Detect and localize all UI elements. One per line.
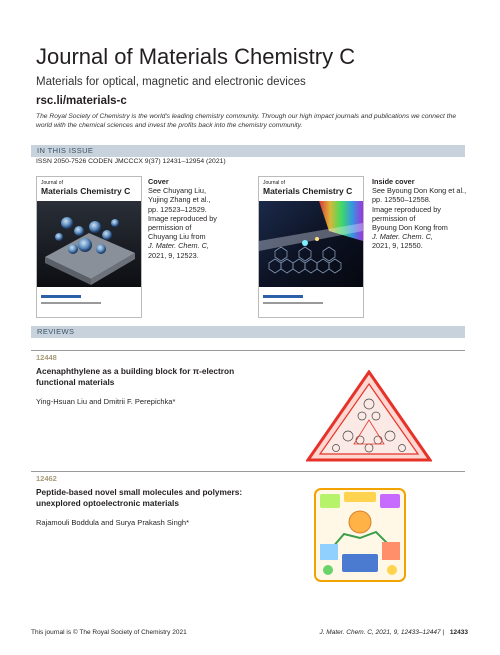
article-divider [31, 350, 465, 351]
reviews-bar [31, 326, 465, 338]
footer-page-number: 12433 [449, 629, 468, 636]
cover-artwork [37, 201, 141, 287]
cover-line: permission of [148, 223, 192, 233]
rsc-blurb: The Royal Society of Chemistry is the world's leading chemistry community. Through our high impact journals and publications we connect the world with the chemical sciences and invest the profits back into the chemistry community. [36, 113, 457, 129]
issn-line: ISSN 2050-7526 CODEN JMCCCX 9(37) 12431–12954 (2021) [36, 158, 226, 165]
inside-cover-thumb-journal-small: Journal of [263, 180, 285, 186]
cover-publisher-logo [41, 295, 81, 298]
cover-caption [148, 177, 248, 260]
inside-cover-artwork [259, 201, 363, 287]
article-title-line: unexplored optoelectronic materials [36, 497, 179, 508]
article-title[interactable] [36, 487, 296, 508]
article-title-line: functional materials [36, 376, 115, 387]
footer-citation-text: J. Mater. Chem. C, 2021, 9, 12433–12447 [319, 629, 441, 636]
inside-cover-line: permission of [372, 213, 416, 223]
cover-line: pp. 12523–12529. [148, 204, 207, 214]
cover-footer-line [41, 302, 101, 304]
inside-cover-publisher-logo [263, 295, 303, 298]
inside-cover-line: Image reproduced by [372, 204, 441, 214]
inside-cover-line: 2021, 9, 12550. [372, 241, 423, 251]
inside-cover-thumb-journal-big: Materials Chemistry C [263, 185, 353, 196]
cover-line: J. Mater. Chem. C, [148, 241, 209, 251]
article-page-number: 12462 [36, 474, 57, 483]
footer-copyright: This journal is © The Royal Society of Chemistry 2021 [31, 629, 187, 636]
journal-title: Journal of Materials Chemistry C [36, 44, 356, 69]
inside-cover-line: J. Mater. Chem. C, [372, 232, 433, 242]
cover-line: 2021, 9, 12523. [148, 250, 199, 260]
in-this-issue-label: IN THIS ISSUE [37, 146, 94, 155]
article-page-number: 12448 [36, 353, 57, 362]
cover-thumb-journal-small: Journal of [41, 180, 63, 186]
inside-cover-label: Inside cover [372, 177, 415, 186]
article-graphic-triangle[interactable] [306, 370, 432, 462]
inside-cover-caption [372, 177, 477, 251]
cover-thumb-journal-big: Materials Chemistry C [41, 185, 131, 196]
inside-cover-thumb-header [263, 181, 352, 196]
reviews-label: REVIEWS [37, 327, 75, 336]
article-authors: Ying-Hsuan Liu and Dmitrii F. Perepichka* [36, 397, 176, 406]
journal-subtitle: Materials for optical, magnetic and electronic devices [36, 76, 306, 88]
cover-line: Chuyang Liu from [148, 232, 206, 242]
inside-cover-footer-line [263, 302, 323, 304]
article-graphic-peptide[interactable] [314, 488, 406, 582]
article-authors: Rajamouli Boddula and Surya Prakash Singh* [36, 518, 190, 527]
inside-cover-line: See Byoung Don Kong et al., [372, 186, 467, 196]
article-title-line: Acenaphthylene as a building block for π-electron [36, 366, 235, 376]
in-this-issue-bar [31, 145, 465, 157]
cover-label: Cover [148, 177, 169, 186]
inside-cover-line: pp. 12550–12558. [372, 195, 431, 205]
footer-citation [319, 629, 468, 636]
cover-thumbnail[interactable] [36, 176, 142, 318]
article-divider [31, 471, 465, 472]
inside-cover-thumbnail[interactable] [258, 176, 364, 318]
article-title[interactable] [36, 366, 276, 387]
inside-cover-line: Byoung Don Kong from [372, 223, 448, 233]
cover-line: See Chuyang Liu, [148, 186, 207, 196]
journal-url[interactable]: rsc.li/materials-c [36, 95, 127, 107]
cover-thumb-header [41, 181, 130, 196]
cover-line: Image reproduced by [148, 213, 217, 223]
article-title-line: Peptide-based novel small molecules and polymers: [36, 487, 243, 497]
footer-sep: | [442, 629, 446, 636]
cover-line: Yujing Zhang et al., [148, 195, 211, 205]
